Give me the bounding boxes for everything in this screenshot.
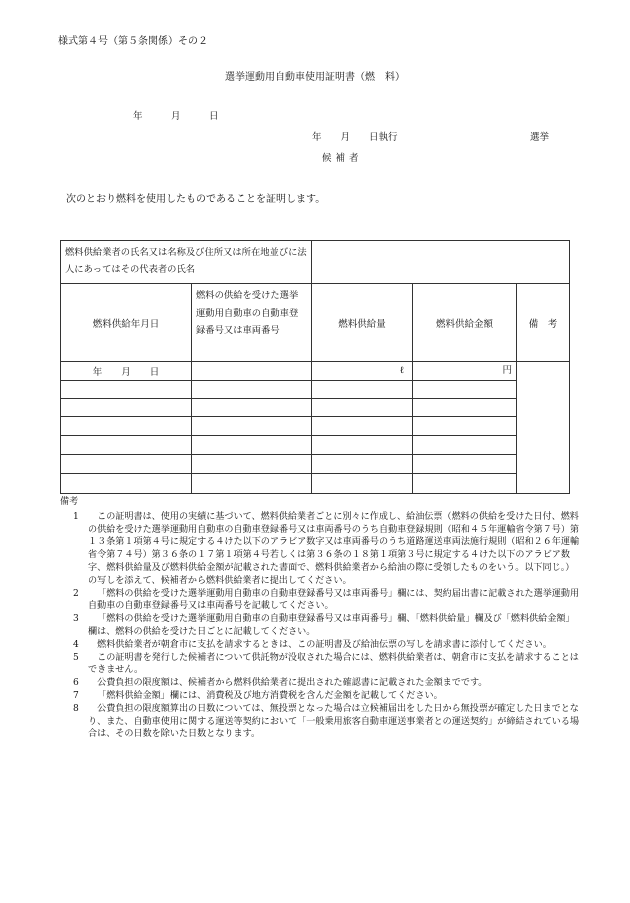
row1-vehicle[interactable]	[192, 362, 312, 381]
row4-vehicle[interactable]	[192, 417, 312, 436]
row2-date[interactable]	[61, 381, 192, 399]
row5-vehicle[interactable]	[192, 436, 312, 455]
election-suffix: 選挙	[530, 132, 550, 143]
certification-statement: 次のとおり燃料を使用したものであることを証明します。	[66, 194, 326, 205]
note-item: 7 「燃料供給金額」欄には、消費税及び地方消費税を含んだ金額を記載してください。	[73, 690, 443, 701]
row4-volume[interactable]	[312, 417, 413, 436]
candidate-label: 候補者	[322, 153, 363, 164]
notes-section	[60, 496, 580, 741]
note-item: 8 公費負担の限度額算出の日数については、無投票となった場合は立候補届出をした日から無投票が確定した日までとなり、また、自動車使用に関する運送等契約において「一般乗用旅客自動車運送事業者との運送契約」が締結されている場合は、その日数を除いた日数となります。	[73, 703, 580, 740]
note-item: 2 「燃料の供給を受けた選挙運動用自動車の自動車登録番号又は車両番号」欄には、契約届出書に記載された選挙運動用自動車の自動車登録番号又は車両番号を記載してください。	[73, 588, 580, 612]
volume-unit: ℓ	[399, 365, 404, 376]
row1-amount[interactable]	[413, 362, 517, 381]
row2-volume[interactable]	[312, 381, 413, 399]
col-header-remarks: 備 考	[517, 284, 569, 362]
note-item: 6 公費負担の限度額は、候補者から燃料供給業者に提出された確認書に記載された金額までです。	[73, 678, 488, 689]
row3-amount[interactable]	[413, 399, 517, 417]
row6-date[interactable]	[61, 455, 192, 474]
col-header-vehicle: 燃料の供給を受けた選挙運動用自動車の自動車登録番号又は車両番号	[192, 284, 312, 362]
election-date: 年 月 日執行	[312, 132, 398, 143]
note-item: 4 燃料供給業者が朝倉市に支払を請求するときは、この証明書及び給油伝票の写しを請求書に添付してください。	[73, 639, 552, 650]
supplier-label: 燃料供給業者の氏名又は名称及び住所又は所在地並びに法人にあってはその代表者の氏名	[65, 247, 307, 275]
row2-amount[interactable]	[413, 381, 517, 399]
row7-amount[interactable]	[413, 474, 517, 493]
row1-date[interactable]: 年 月 日	[61, 362, 192, 381]
note-item: 5 この証明書を発行した候補者について供託物が没収された場合には、燃料供給業者は、朝倉市に支払を請求することはできません。	[73, 652, 579, 676]
row4-date[interactable]	[61, 417, 192, 436]
form-number: 様式第４号（第５条関係）その２	[58, 36, 208, 47]
row3-date[interactable]	[61, 399, 192, 417]
supplier-input-cell[interactable]	[312, 241, 569, 284]
issue-date: 年 月 日	[133, 111, 219, 122]
row5-volume[interactable]	[312, 436, 413, 455]
row2-vehicle[interactable]	[192, 381, 312, 399]
remarks-cell[interactable]	[517, 362, 569, 493]
fuel-usage-table	[60, 240, 570, 494]
col-header-date: 燃料供給年月日	[61, 284, 192, 362]
row4-amount[interactable]	[413, 417, 517, 436]
document-title: 選挙運動用自動車使用証明書（燃 料）	[225, 72, 405, 83]
supplier-label-cell	[61, 241, 312, 284]
row5-date[interactable]	[61, 436, 192, 455]
row5-amount[interactable]	[413, 436, 517, 455]
row7-date[interactable]	[61, 474, 192, 493]
row6-amount[interactable]	[413, 455, 517, 474]
note-item: 1 この証明書は、使用の実績に基づいて、燃料供給業者ごとに別々に作成し、給油伝票（燃料の供給を受けた日付、燃料の供給を受けた選挙運動用自動車の自動車登録番号又は車両番号のうち自動車登録規則（昭和４５年運輸省令第７号）第１３条第１項第４号に規定する４けた以下のアラビア数字又は車両番号のうち道路運送車両法施行規則（昭和２６年運輸省令第７４号）第３６条の１７第１項第４号若しくは第３６条の１８第１項第３号に規定する４けた以下のアラビア数字、燃料供給量及び燃料供給金額が記載された書面で、燃料供給業者から給油の際に受領したものをいう。以下同じ。）の写しを添えて、候補者から燃料供給業者に提出してください。	[73, 511, 580, 586]
notes-heading: 備考	[60, 497, 79, 507]
row7-volume[interactable]	[312, 474, 413, 493]
row3-vehicle[interactable]	[192, 399, 312, 417]
row1-volume[interactable]	[312, 362, 413, 381]
row3-volume[interactable]	[312, 399, 413, 417]
note-item: 3 「燃料の供給を受けた選挙運動用自動車の自動車登録番号又は車両番号」欄、「燃料供給量」欄及び「燃料供給金額」欄は、燃料の供給を受けた日ごとに記載してください。	[73, 614, 575, 637]
col-header-amount: 燃料供給金額	[413, 284, 517, 362]
row7-vehicle[interactable]	[192, 474, 312, 493]
row6-vehicle[interactable]	[192, 455, 312, 474]
row6-volume[interactable]	[312, 455, 413, 474]
amount-unit: 円	[502, 365, 512, 376]
col-header-volume: 燃料供給量	[312, 284, 413, 362]
